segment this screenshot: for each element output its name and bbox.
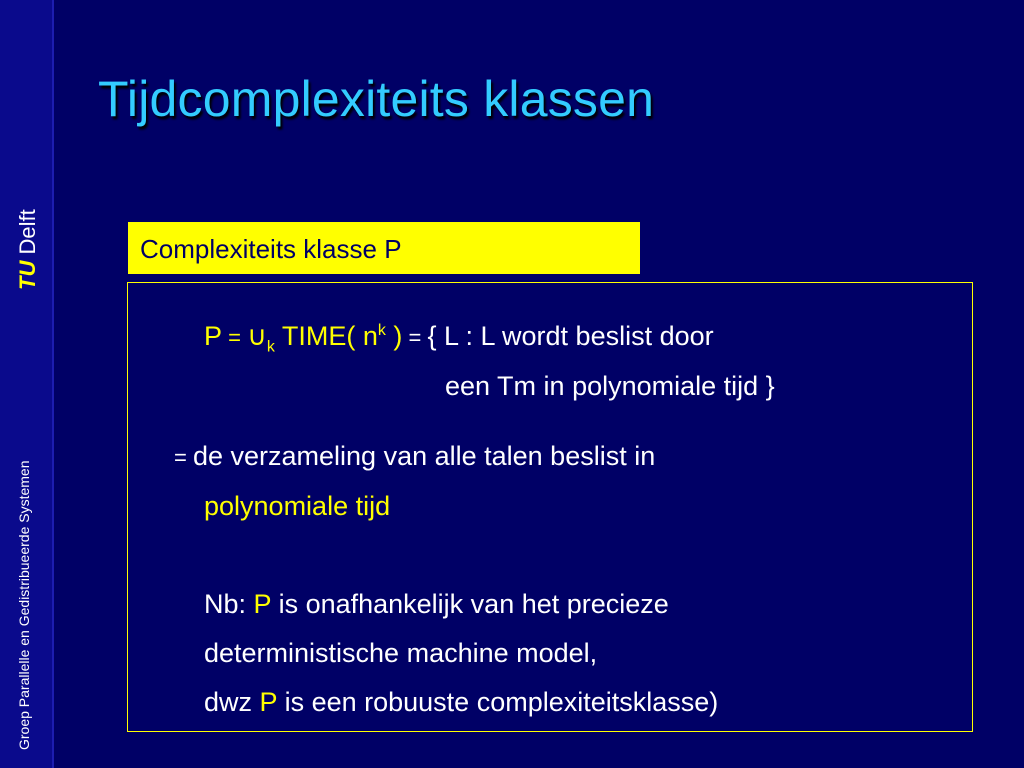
slide-title: Tijdcomplexiteits klassen	[98, 71, 655, 127]
definition-p: P	[204, 321, 223, 351]
union-subscript: k	[266, 338, 275, 356]
class-label-text: Complexiteits klasse P	[140, 234, 402, 264]
definition-eq1: =	[222, 325, 248, 350]
content-box	[127, 282, 973, 732]
note-line-3	[204, 687, 718, 718]
note-nb: Nb:	[204, 589, 254, 619]
statement-eq: =	[174, 445, 193, 470]
definition-line-2: een Tm in polynomiale tijd }	[445, 371, 775, 401]
definition-eq2: =	[402, 325, 428, 350]
logo-tu: TU	[15, 260, 40, 290]
note-line-1	[204, 589, 669, 620]
definition-time: TIME( n	[274, 321, 378, 351]
group-name: Groep Parallelle en Gedistribueerde Systemen	[16, 460, 32, 750]
class-label	[128, 222, 640, 274]
sidebar	[0, 0, 54, 768]
union-symbol: ∪	[247, 321, 267, 351]
note-text-3: is een robuuste complexiteitsklasse)	[277, 687, 719, 717]
note-text-1: is onafhankelijk van het precieze	[271, 589, 669, 619]
statement-line-2: polynomiale tijd	[204, 491, 391, 521]
definition-line-1	[204, 321, 714, 356]
note-dwz: dwz	[204, 687, 260, 717]
note-p: P	[253, 589, 272, 619]
statement-text-1: de verzameling van alle talen beslist in	[192, 441, 656, 471]
definition-close: )	[385, 321, 403, 351]
note-p2: P	[259, 687, 278, 717]
tu-delft-logo	[15, 209, 41, 290]
time-exponent: k	[377, 322, 386, 339]
note-line-2: deterministische machine model,	[204, 638, 598, 668]
statement-line-1	[174, 441, 655, 472]
definition-rest-1: { L : L wordt beslist door	[427, 321, 714, 351]
logo-delft: Delft	[15, 209, 40, 261]
